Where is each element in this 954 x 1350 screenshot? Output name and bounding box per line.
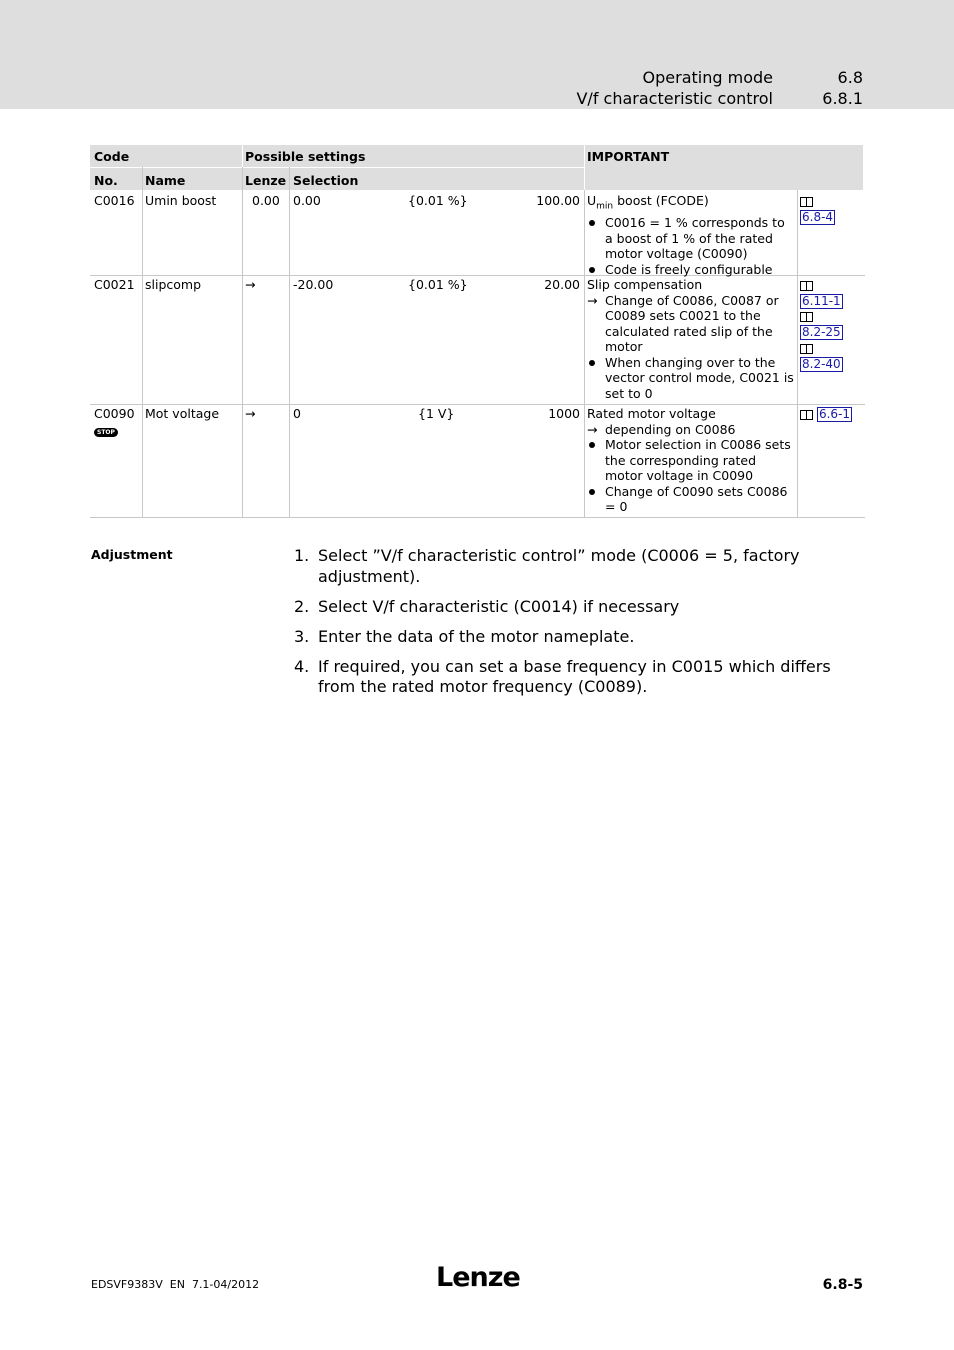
row-selection-max: 1000 (548, 406, 580, 421)
group-important-label: IMPORTANT (587, 149, 670, 164)
row-refs (800, 277, 843, 372)
row-name: Umin boost (145, 193, 217, 208)
row-code: C0090 STOP (94, 406, 135, 436)
lenze-logo: Lenze (436, 1262, 520, 1293)
step-item: 4. If required, you can set a base frequency in C0015 which differs from the rated motor frequency (C0089). (294, 656, 831, 696)
row-name: Mot voltage (145, 406, 220, 421)
col-selection-header: Selection (293, 173, 359, 188)
row-important (587, 193, 795, 277)
step-item: 3. Enter the data of the motor nameplate. (294, 626, 635, 646)
row-refs (800, 406, 852, 422)
bullet-item: When changing over to the vector control mode, C0021 is set to 0 (587, 355, 795, 402)
arrow-item: → depending on C0086 (587, 421, 736, 437)
col-rule (142, 167, 143, 518)
row-lenze-default: → (245, 406, 256, 421)
bullet-icon (589, 360, 595, 366)
col-rule (797, 190, 798, 518)
arrow-icon: → (587, 421, 598, 437)
col-rule (242, 167, 243, 518)
bullet-item: C0016 = 1 % corresponds to a boost of 1 % of the rated motor voltage (C0090) (587, 215, 795, 262)
stop-icon: STOP (94, 428, 118, 437)
row-lenze-default: 0.00 (252, 193, 280, 208)
chapter-heading (643, 68, 863, 87)
row-code: C0021 (94, 277, 135, 292)
arrow-icon: → (587, 292, 598, 308)
page-ref-link[interactable]: 8.2-25 (802, 325, 841, 339)
step-item: 1. Select ”V/f characteristic control” mode (C0006 = 5, factory adjustment). (294, 546, 800, 586)
row-selection-min: 0.00 (293, 193, 321, 208)
group-possible-label: Possible settings (245, 149, 366, 164)
row-refs (800, 193, 835, 225)
row-important (587, 277, 795, 401)
page-ref-link[interactable]: 6.6-1 (818, 407, 851, 421)
book-icon (800, 312, 813, 322)
bullet-item: Motor selection in C0086 sets the corresponding rated motor voltage in C0090 (587, 437, 795, 484)
book-icon (800, 410, 813, 420)
bullet-icon (589, 220, 595, 226)
important-title: Rated motor voltage (587, 406, 716, 421)
chapter-number: 6.8 (837, 68, 863, 87)
important-title: $U_{min}$ boost (FCODE) (587, 193, 709, 212)
section-number: 6.8.1 (822, 89, 863, 108)
row-name: slipcomp (145, 277, 202, 292)
page-ref-link[interactable]: 8.2-40 (802, 356, 841, 371)
row-selection-max: 20.00 (544, 277, 580, 292)
book-icon (800, 281, 813, 291)
book-icon (800, 197, 813, 207)
row-selection-step: {1 V} (418, 406, 455, 421)
book-icon (800, 344, 813, 354)
col-lenze-header: Lenze (245, 173, 287, 188)
row-selection-step: {0.01 %} (408, 193, 468, 208)
col-no-header: No. (94, 173, 118, 188)
col-name-header: Name (145, 173, 186, 188)
chapter-title: Operating mode (642, 68, 773, 87)
bullet-item: Change of C0090 sets C0086 = 0 (587, 484, 795, 515)
row-rule (90, 404, 865, 405)
col-rule (584, 190, 585, 518)
page-ref-link[interactable]: 6.8-4 (802, 209, 834, 224)
section-heading (576, 89, 863, 108)
adjustment-label: Adjustment (91, 547, 173, 562)
bullet-icon (589, 267, 595, 273)
step-item: 2. Select V/f characteristic (C0014) if necessary (294, 596, 680, 616)
page-ref-link[interactable]: 6.11-1 (802, 293, 841, 308)
bullet-icon (589, 442, 595, 448)
document-id: EDSVF9383V EN 7.1-04/2012 (91, 1278, 260, 1291)
row-important (587, 406, 795, 515)
row-selection-min: 0 (293, 406, 301, 421)
row-selection-min: -20.00 (293, 277, 334, 292)
bullet-item: Code is freely configurable (587, 262, 795, 278)
section-title: V/f characteristic control (576, 89, 773, 108)
adjustment-steps (294, 546, 854, 707)
row-selection-max: 100.00 (536, 193, 580, 208)
col-rule (289, 167, 290, 518)
row-code: C0016 (94, 193, 135, 208)
arrow-item: → Change of C0086, C0087 or C0089 sets C0021 to the calculated rated slip of the motor (587, 292, 779, 354)
header-divider (90, 167, 584, 168)
row-lenze-default: → (245, 277, 256, 292)
bullet-icon (589, 489, 595, 495)
important-title: Slip compensation (587, 277, 703, 292)
row-selection-step: {0.01 %} (408, 277, 468, 292)
group-code-label: Code (94, 149, 130, 164)
page-number: 6.8-5 (822, 1277, 863, 1293)
parameter-table (90, 145, 865, 518)
row-rule (90, 517, 865, 518)
